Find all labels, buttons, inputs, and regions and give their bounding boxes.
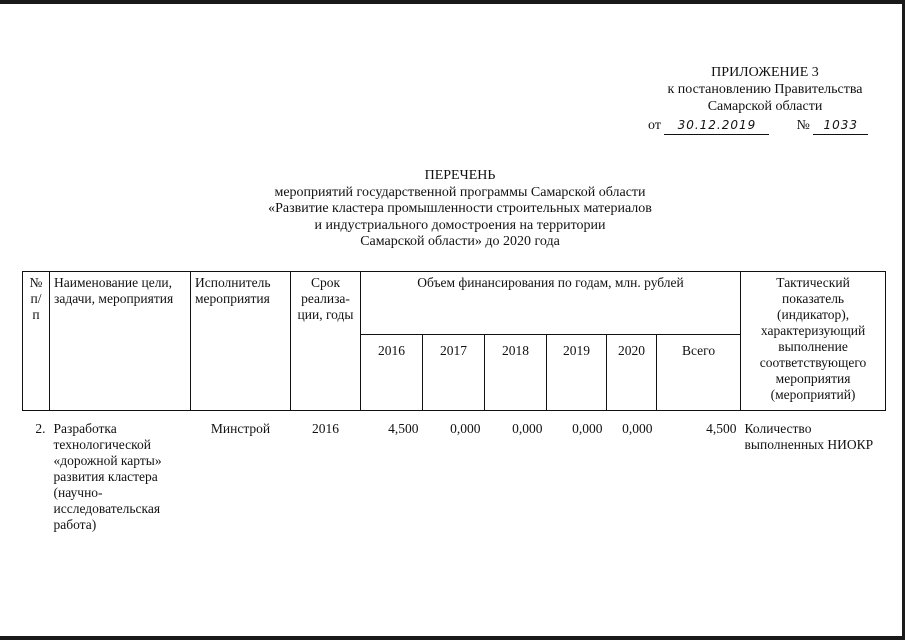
row-name: Разработка технологической «дорожной карты» развития кластера (научно-исследовательская работа) bbox=[53, 421, 162, 532]
appendix-title: ПРИЛОЖЕНИЕ 3 bbox=[711, 65, 819, 80]
activities-table bbox=[22, 271, 886, 536]
appendix-decree: к постановлению Правительства bbox=[667, 82, 863, 97]
row-value-total: 4,500 bbox=[706, 421, 737, 436]
heading-line-2: «Развитие кластера промышленности строительных материалов bbox=[268, 201, 652, 216]
header-indicator: Тактический показатель (индикатор), характеризующий выполнение соответствующего мероприятия (мероприятий) bbox=[741, 272, 886, 411]
header-year-2017: 2017 bbox=[423, 334, 485, 410]
document-heading bbox=[200, 168, 720, 251]
date-prefix: от bbox=[648, 118, 661, 133]
page-frame-top bbox=[0, 0, 905, 4]
row-value-2016: 4,500 bbox=[388, 421, 419, 436]
header-funding: Объем финансирования по годам, млн. рублей bbox=[361, 272, 741, 335]
row-num: 2. bbox=[35, 421, 46, 436]
document-title: ПЕРЕЧЕНЬ bbox=[424, 168, 496, 183]
decree-number: 1033 bbox=[813, 117, 868, 135]
heading-line-1: мероприятий государственной программы Самарской области bbox=[274, 184, 646, 200]
row-term: 2016 bbox=[312, 421, 339, 436]
header-num: № п/п bbox=[23, 272, 50, 411]
header-executor: Исполнитель мероприятия bbox=[191, 272, 291, 411]
header-year-2019: 2019 bbox=[547, 334, 607, 410]
header-year-2016: 2016 bbox=[361, 334, 423, 410]
table-header-row bbox=[23, 272, 886, 335]
appendix-date-line bbox=[648, 117, 890, 135]
appendix-block bbox=[640, 64, 890, 135]
page-frame-bottom bbox=[0, 636, 905, 640]
row-value-2018: 0,000 bbox=[512, 421, 543, 436]
header-total: Всего bbox=[657, 334, 741, 410]
row-indicator: Количество выполненных НИОКР bbox=[744, 421, 874, 452]
heading-line-4: Самарской области» до 2020 года bbox=[360, 234, 560, 249]
header-year-2018: 2018 bbox=[485, 334, 547, 410]
row-executor: Минстрой bbox=[210, 421, 271, 436]
table-row bbox=[23, 411, 886, 537]
header-year-2020: 2020 bbox=[607, 334, 657, 410]
row-value-2017: 0,000 bbox=[450, 421, 481, 436]
heading-line-3: и индустриального домостроения на территории bbox=[314, 217, 606, 233]
appendix-region: Самарской области bbox=[707, 99, 823, 114]
header-term: Срок реализа-ции, годы bbox=[291, 272, 361, 411]
row-value-2020: 0,000 bbox=[622, 421, 653, 436]
decree-date: 30.12.2019 bbox=[664, 117, 769, 135]
row-value-2019: 0,000 bbox=[572, 421, 603, 436]
number-prefix: № bbox=[796, 118, 810, 133]
header-name: Наименование цели, задачи, мероприятия bbox=[50, 272, 191, 411]
